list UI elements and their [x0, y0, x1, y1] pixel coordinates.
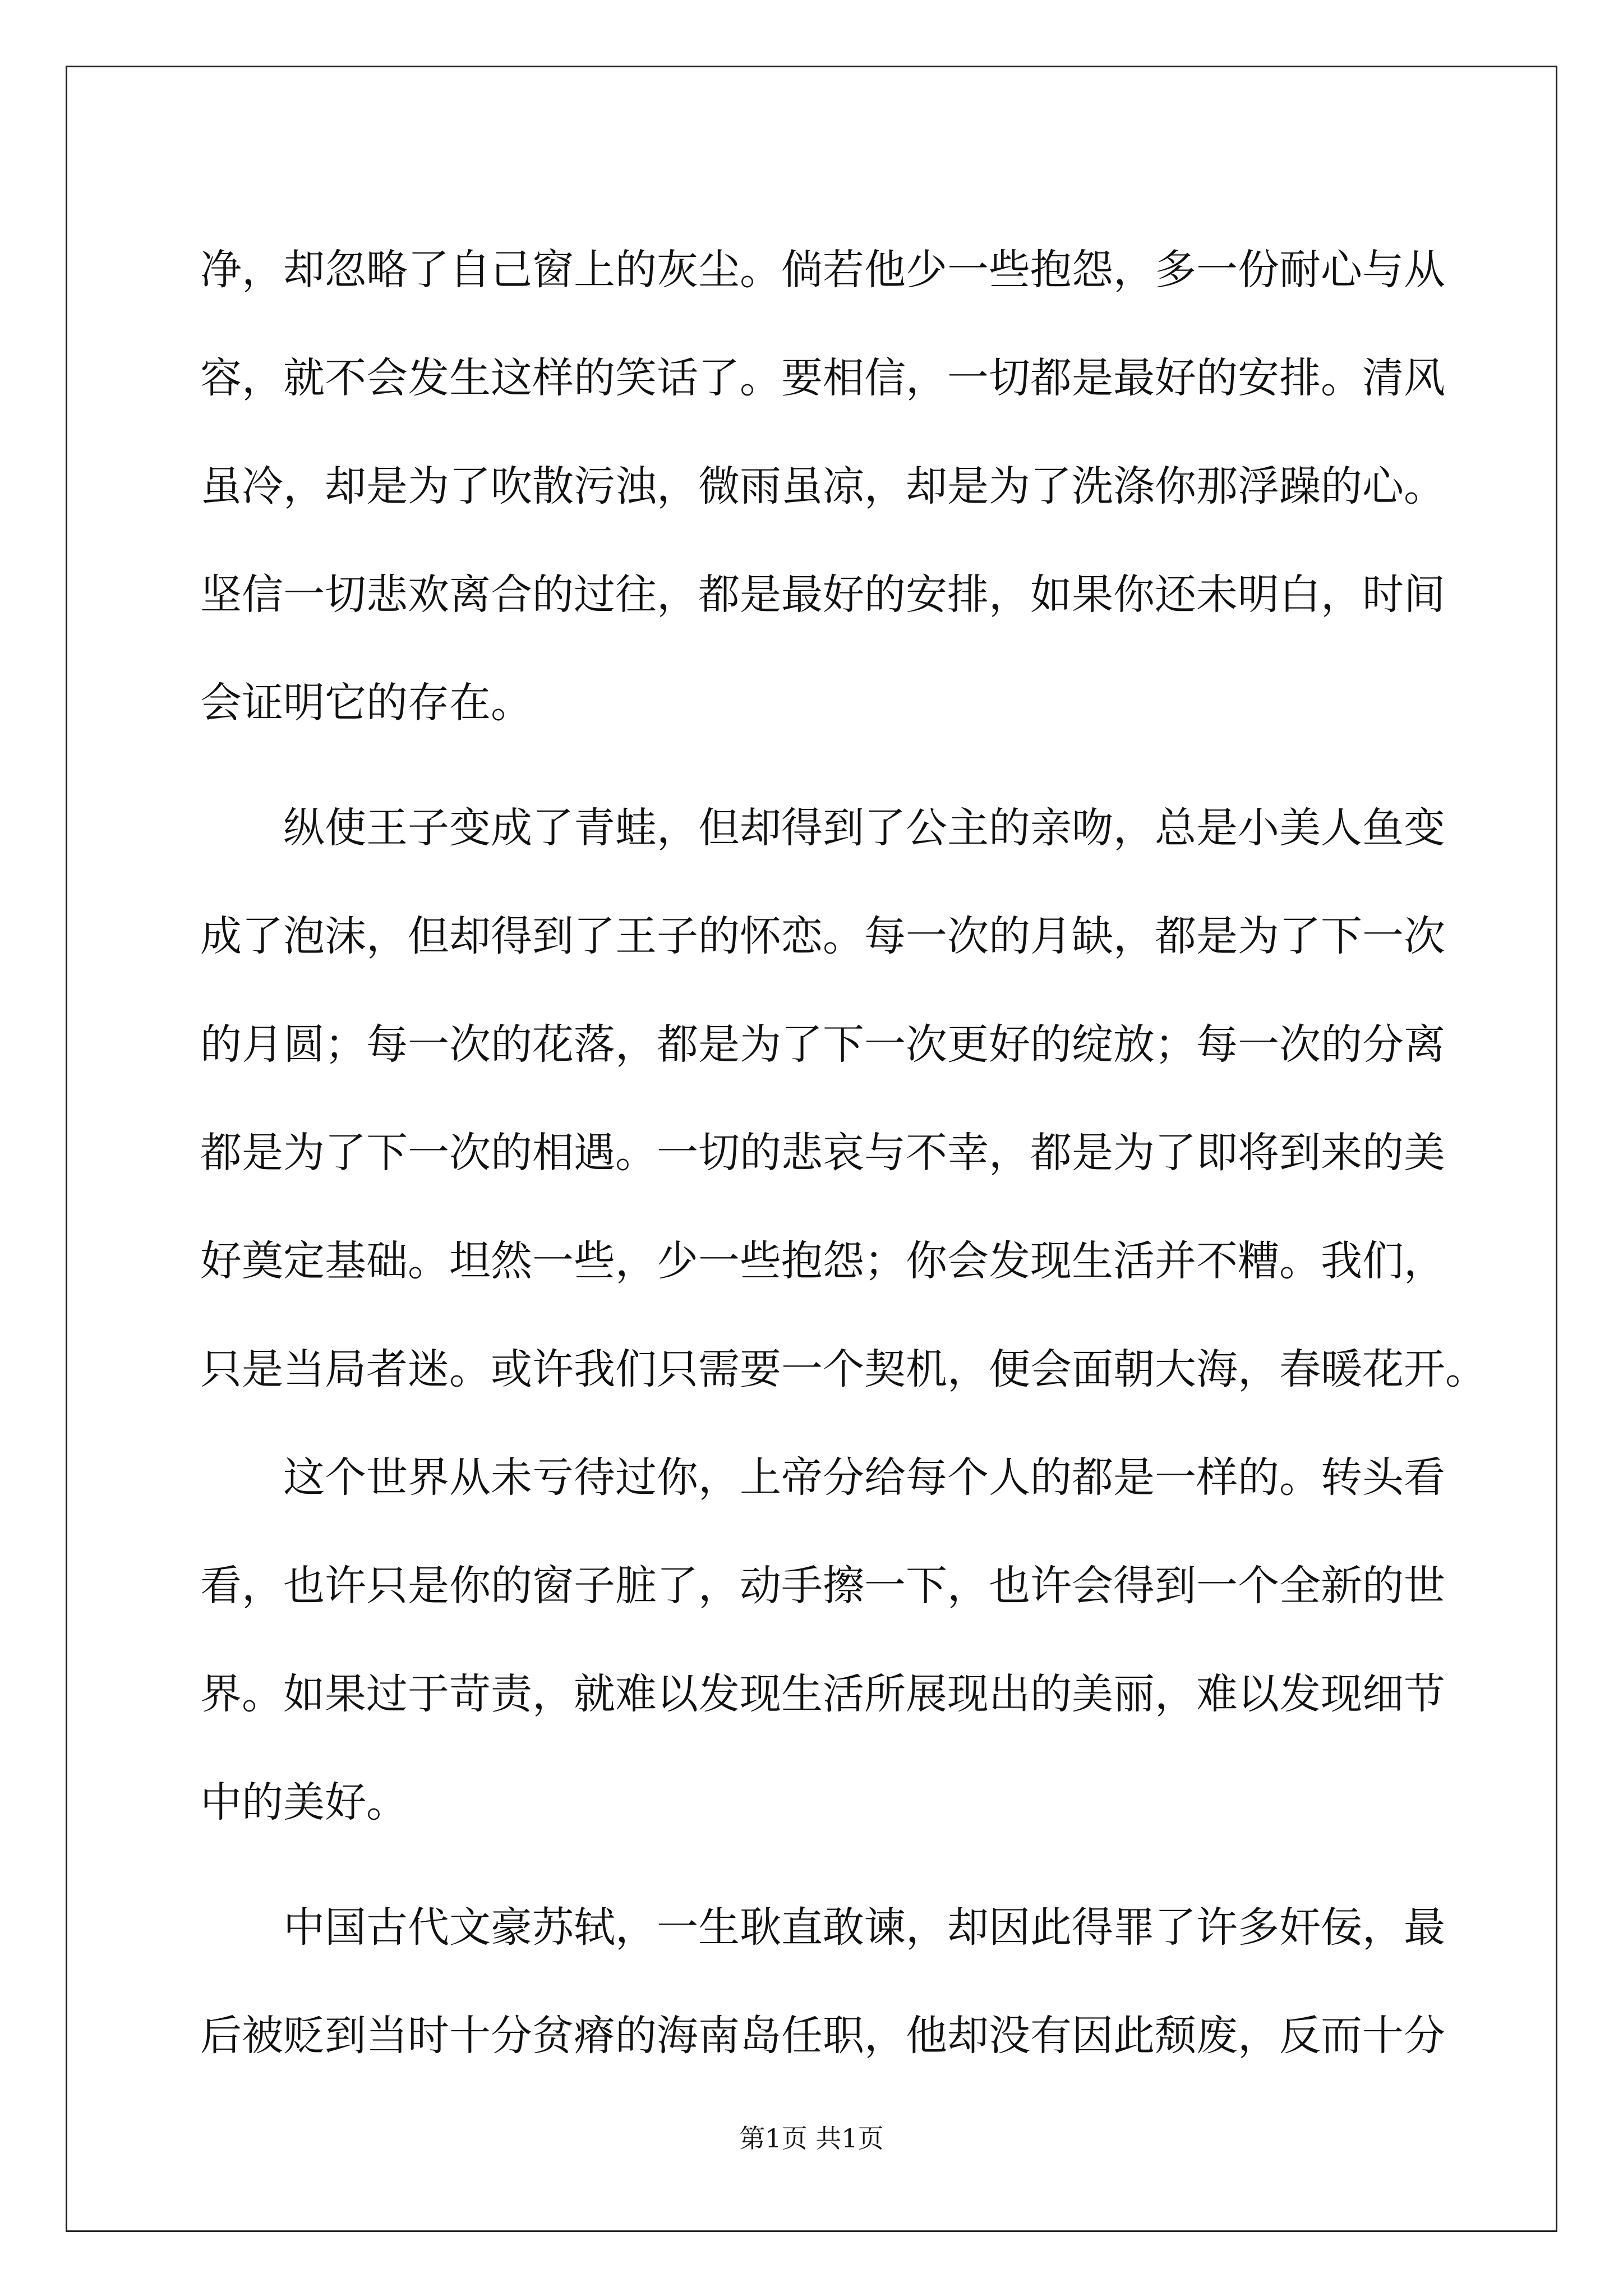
text-line: 净，却忽略了自己窗上的灰尘。倘若他少一些抱怨，多一份耐心与从	[200, 246, 1445, 294]
text-line: 坚信一切悲欢离合的过往，都是最好的安排，如果你还未明白，时间	[200, 570, 1445, 619]
text-line: 的月圆；每一次的花落，都是为了下一次更好的绽放；每一次的分离	[200, 1020, 1445, 1069]
text-line: 只是当局者迷。或许我们只需要一个契机，便会面朝大海，春暖花开。	[200, 1345, 1487, 1393]
text-line: 看，也许只是你的窗子脏了，动手擦一下，也许会得到一个全新的世	[200, 1562, 1445, 1610]
text-line: 容，就不会发生这样的笑话了。要相信，一切都是最好的安排。清风	[200, 354, 1445, 402]
document-body	[200, 216, 1487, 2090]
text-line: 成了泡沫，但却得到了王子的怀恋。每一次的月缺，都是为了下一次	[200, 912, 1445, 960]
text-line: 虽冷，却是为了吹散污浊，微雨虽凉，却是为了洗涤你那浮躁的心。	[200, 462, 1445, 510]
text-line: 好奠定基础。坦然一些，少一些抱怨；你会发现生活并不糟。我们，	[200, 1237, 1445, 1285]
page-number-footer: 第1页 共1页	[739, 2123, 884, 2154]
text-line: 后被贬到当时十分贫瘠的海南岛任职，他却没有因此颓废，反而十分	[200, 2012, 1445, 2060]
text-line: 纵使王子变成了青蛙，但却得到了公主的亲吻，总是小美人鱼变	[283, 804, 1445, 852]
text-line: 中国古代文豪苏轼，一生耿直敢谏，却因此得罪了许多奸佞，最	[283, 1903, 1445, 1952]
text-line: 界。如果过于苛责，就难以发现生活所展现出的美丽，难以发现细节	[200, 1670, 1445, 1718]
text-line: 都是为了下一次的相遇。一切的悲哀与不幸，都是为了即将到来的美	[200, 1129, 1445, 1177]
text-line: 这个世界从未亏待过你，上帝分给每个人的都是一样的。转头看	[283, 1453, 1445, 1502]
text-line: 会证明它的存在。	[200, 679, 532, 727]
text-line: 中的美好。	[200, 1778, 408, 1826]
